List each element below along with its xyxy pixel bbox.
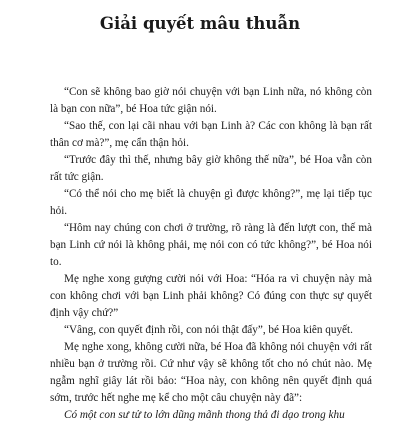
paragraph: Mẹ nghe xong gượng cười nói với Hoa: “Hóa ra vì chuyện này mà con không chơi với bạn Linh phải không? Có đúng con thực sự quyết định vậy chứ?” [50,273,372,319]
paragraph: “Trước đây thì thế, nhưng bây giờ không thế nữa”, bé Hoa vẫn còn rất tức giận. [50,154,372,183]
paragraph-italic: Có một con sư tử to lớn dũng mãnh thong thả đi dạo trong khu [64,409,345,421]
page-title: Giải quyết mâu thuẫn [99,14,301,33]
story-body [50,84,372,424]
paragraph: “Hôm nay chúng con chơi ở trường, rõ ràng là đến lượt con, thế mà bạn Linh cứ nói là không phải, mẹ nói con có tức không?”, bé Hoa nói to. [50,222,372,268]
paragraph: “Vâng, con quyết định rồi, con nói thật đấy”, bé Hoa kiên quyết. [64,324,353,336]
paragraph: “Sao thế, con lại cãi nhau với bạn Linh à? Các con không là bạn rất thân cơ mà?”, mẹ cẩn thận hỏi. [50,120,372,149]
paragraph: “Con sẽ không bao giờ nói chuyện với bạn Linh nữa, nó không còn là bạn con nữa”, bé Hoa tức giận nói. [50,86,372,115]
paragraph: Mẹ nghe xong, không cười nữa, bé Hoa đã không nói chuyện với rất nhiều bạn ở trường rồi. Cứ như vậy sẽ không tốt cho nó chút nào. Mẹ ngẫm nghĩ giây lát rồi bảo: “Hoa này, con không nên quyết định quá sớm, trước hết nghe mẹ kể cho một câu chuyện này đã”: [50,341,372,404]
paragraph: “Có thể nói cho mẹ biết là chuyện gì được không?”, mẹ lại tiếp tục hỏi. [50,188,372,217]
